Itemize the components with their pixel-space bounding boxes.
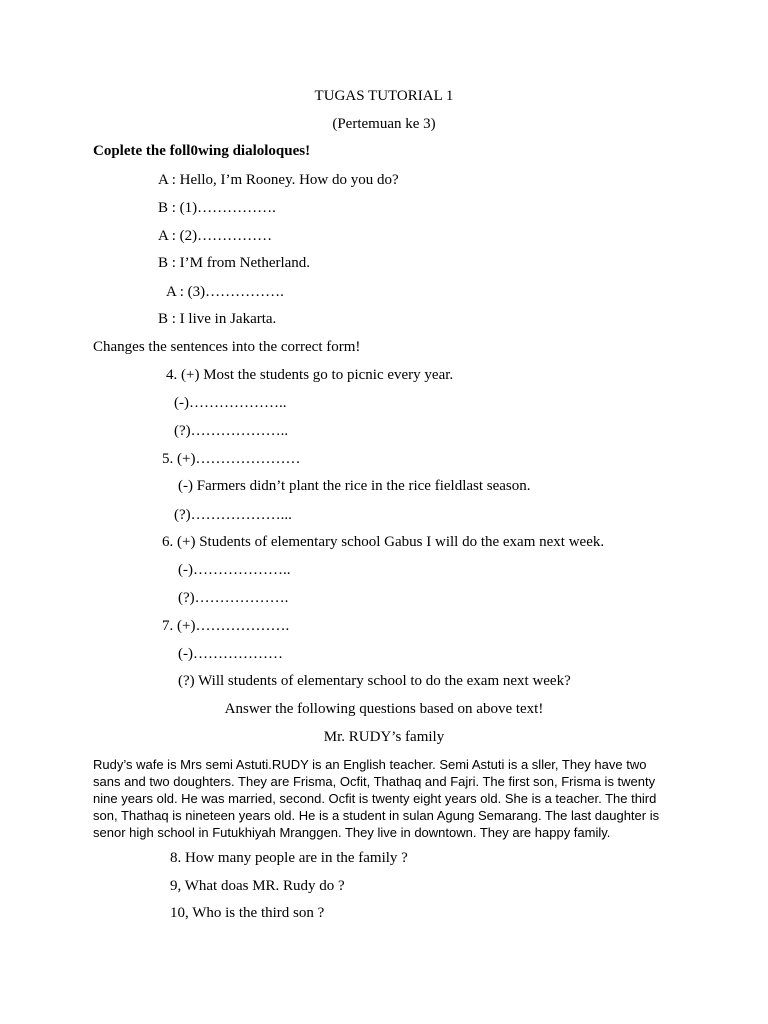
exercise-line: (?)………………. bbox=[178, 590, 289, 606]
page-subtitle: (Pertemuan ke 3) bbox=[332, 116, 436, 132]
passage bbox=[93, 756, 683, 841]
section1-instruction: Coplete the foll0wing dialoloques! bbox=[93, 143, 311, 159]
exercise-line: (-) Farmers didn’t plant the rice in the rice fieldlast season. bbox=[178, 478, 531, 494]
exercise-line: 5. (+)………………… bbox=[162, 451, 301, 467]
passage-title: Mr. RUDY’s family bbox=[323, 729, 445, 745]
exercise-line: (?) Will students of elementary school to do the exam next week? bbox=[178, 673, 571, 689]
exercise-line: (-)……………… bbox=[178, 646, 283, 662]
passage-line: sans and two doughters. They are Frisma, Ocfit, Thathaq and Fajri. The first son, Frisma is twenty bbox=[93, 774, 656, 789]
section3-instruction: Answer the following questions based on above text! bbox=[224, 701, 544, 717]
question-line: 9, What doas MR. Rudy do ? bbox=[170, 878, 345, 894]
exercise-line: (?)……………….. bbox=[174, 423, 289, 439]
dialogue-line: A : (2)…………… bbox=[158, 228, 273, 244]
question-line: 8. How many people are in the family ? bbox=[170, 850, 408, 866]
dialogue-line: B : I live in Jakarta. bbox=[158, 311, 277, 327]
exercise-line: (-)……………….. bbox=[174, 395, 287, 411]
exercise-line: 7. (+)………………. bbox=[162, 618, 290, 634]
dialogue-line: B : I’M from Netherland. bbox=[158, 255, 311, 271]
question-line: 10, Who is the third son ? bbox=[170, 905, 325, 921]
section2-instruction: Changes the sentences into the correct form! bbox=[93, 339, 361, 355]
exercise-line: 6. (+) Students of elementary school Gabus I will do the exam next week. bbox=[162, 534, 605, 550]
exercise-line: (-)……………….. bbox=[178, 562, 291, 578]
passage-line: son, Thathaq is nineteen years old. He is a student in sulan Agung Semarang. The last daughter is bbox=[93, 808, 660, 823]
dialogue-line: B : (1)……………. bbox=[158, 200, 276, 216]
exercise-line: 4. (+) Most the students go to picnic every year. bbox=[166, 367, 454, 383]
passage-line: Rudy’s wafe is Mrs semi Astuti.RUDY is an English teacher. Semi Astuti is a sller, They have two bbox=[93, 757, 647, 772]
dialogue-line: A : (3)……………. bbox=[166, 284, 284, 300]
passage-line: senor high school in Futukhiyah Mranggen. They live in downtown. They are happy family. bbox=[93, 825, 611, 840]
dialogue-line: A : Hello, I’m Rooney. How do you do? bbox=[158, 172, 399, 188]
passage-line: nine years old. He was married, second. Ocfit is twenty eight years old. She is a teacher. The third bbox=[93, 791, 657, 806]
page-title: TUGAS TUTORIAL 1 bbox=[314, 88, 454, 104]
exercise-line: (?)………………... bbox=[174, 507, 292, 523]
